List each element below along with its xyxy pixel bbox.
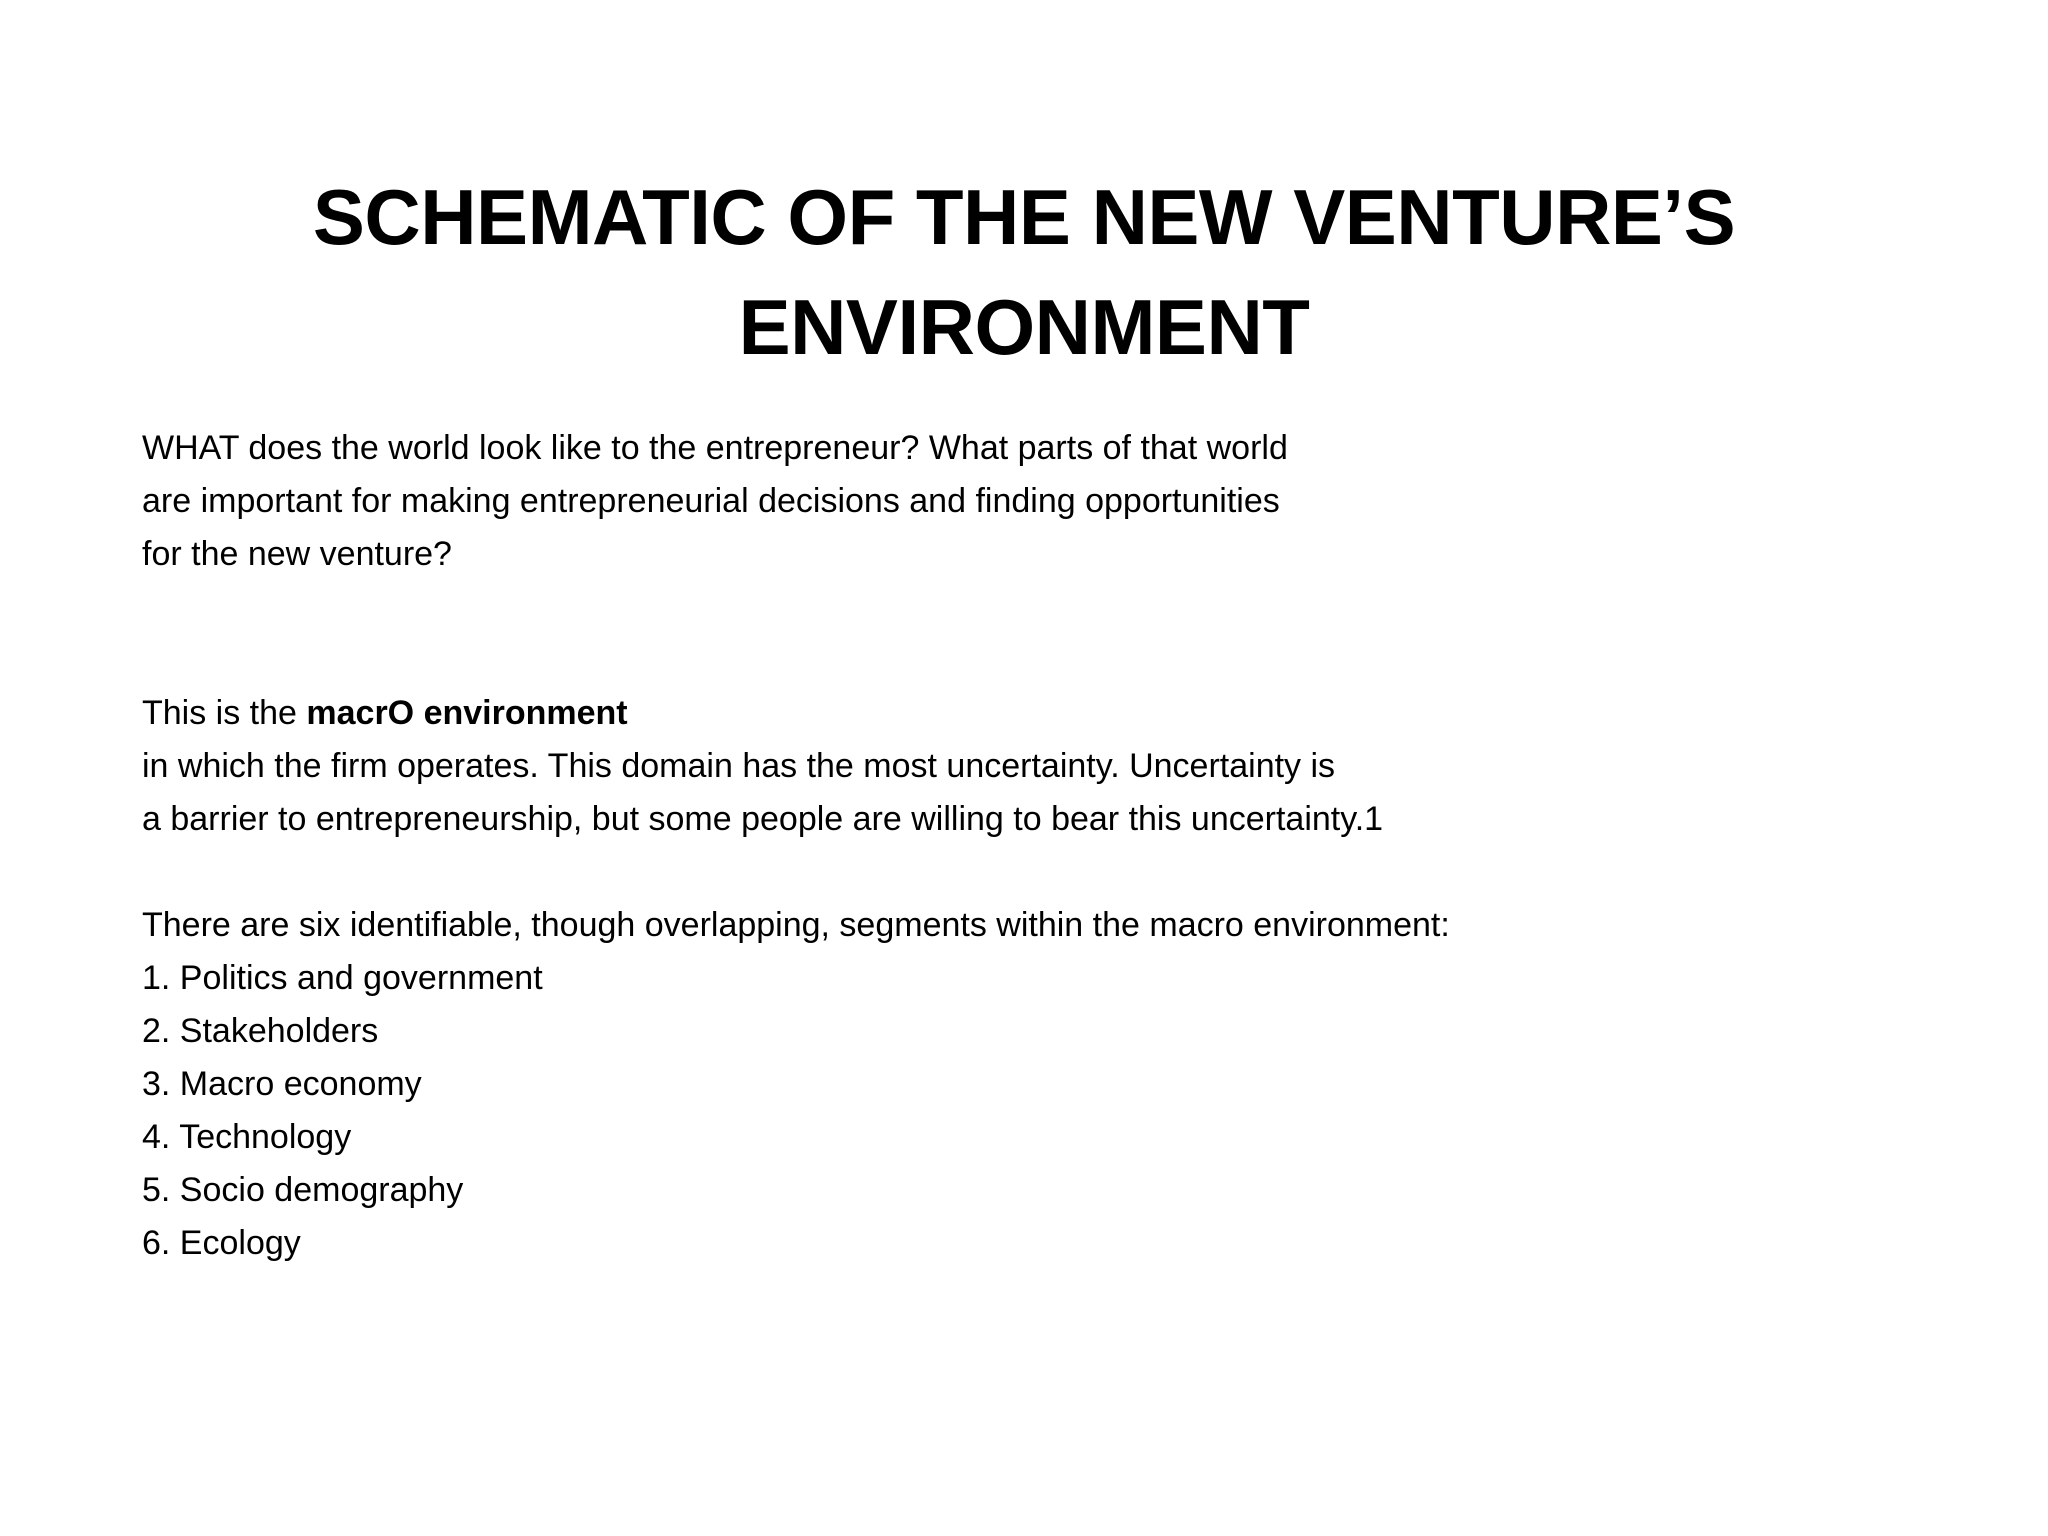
title-line-1: SCHEMATIC OF THE NEW VENTURE’S: [312, 173, 1736, 261]
spacer: [142, 846, 1742, 899]
title-line-2: ENVIRONMENT: [738, 283, 1310, 371]
list-item: 1. Politics and government: [142, 959, 543, 997]
macro-prefix: This is the: [142, 694, 307, 732]
list-item: 5. Socio demography: [142, 1171, 464, 1209]
list-item: 4. Technology: [142, 1118, 352, 1156]
macro-term: macrO environment: [306, 694, 628, 732]
slide-body: [142, 422, 1742, 1270]
macro-line-1: [142, 687, 1742, 740]
segments-intro: There are six identifiable, though overlapping, segments within the macro environment:: [142, 906, 1450, 944]
intro-line-2: are important for making entrepreneurial decisions and finding opportunities: [142, 482, 1280, 520]
slide-title: [200, 162, 1848, 382]
intro-line-1: WHAT does the world look like to the entrepreneur? What parts of that world: [142, 429, 1288, 467]
list-item: 2. Stakeholders: [142, 1012, 379, 1050]
macro-line-2: in which the firm operates. This domain has the most uncertainty. Uncertainty is: [142, 747, 1336, 785]
list-item: 3. Macro economy: [142, 1065, 422, 1103]
list-item: 6. Ecology: [142, 1224, 301, 1262]
intro-line-3: for the new venture?: [142, 535, 452, 573]
macro-line-3: a barrier to entrepreneurship, but some people are willing to bear this uncertainty.1: [142, 800, 1384, 838]
spacer: [142, 581, 1742, 687]
